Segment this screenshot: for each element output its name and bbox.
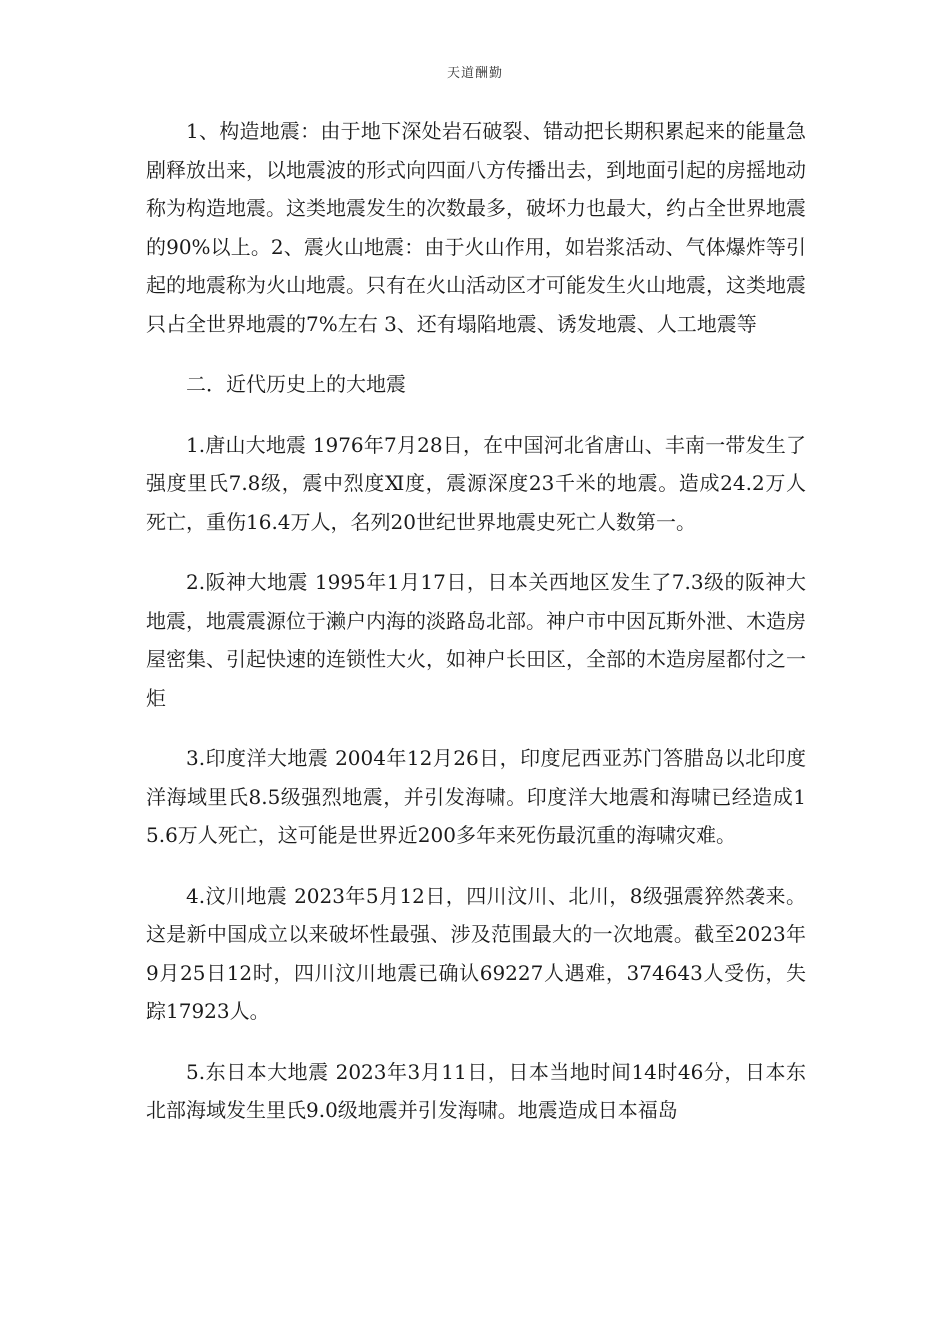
paragraph-wenchuan-earthquake: 4.汶川地震 2023年5月12日，四川汶川、北川，8级强震猝然袭来。这是新中国成立以来破坏性最强、涉及范围最大的一次地震。截至2023年9月25日12时，四川汶川地震已确认69227人遇难，374643人受伤，失踪17923人。: [146, 883, 806, 1023]
paragraph-indian-ocean-earthquake: 3.印度洋大地震 2004年12月26日，印度尼西亚苏门答腊岛以北印度洋海域里氏8.5级强烈地震，并引发海啸。印度洋大地震和海啸已经造成15.6万人死亡，这可能是世界近200多年来死伤最沉重的海啸灾难。: [146, 746, 806, 847]
page-header: 天道酬勤: [446, 66, 503, 81]
paragraph-earthquake-types: 1、构造地震：由于地下深处岩石破裂、错动把长期积累起来的能量急剧释放出来，以地震波的形式向四面八方传播出去，到地面引起的房摇地动称为构造地震。这类地震发生的次数最多，破坏力也最大，约占全世界地震的90%以上。2、震火山地震：由于火山作用，如岩浆活动、气体爆炸等引起的地震称为火山地震。只有在火山活动区才可能发生火山地震，这类地震只占全世界地震的7%左右 3、还有塌陷地震、诱发地震、人工地震等: [146, 119, 806, 336]
document-body: [146, 112, 806, 1152]
paragraph-tangshan-earthquake: 1.唐山大地震 1976年7月28日，在中国河北省唐山、丰南一带发生了强度里氏7.8级，震中烈度Ⅺ度，震源深度23千米的地震。造成24.2万人死亡，重伤16.4万人，名列20世纪世界地震史死亡人数第一。: [146, 432, 806, 534]
section-heading-modern-earthquakes: 二．近代历史上的大地震: [186, 372, 406, 396]
paragraph-east-japan-earthquake: 5.东日本大地震 2023年3月11日，日本当地时间14时46分，日本东北部海域发生里氏9.0级地震并引发海啸。地震造成日本福岛: [146, 1059, 806, 1122]
paragraph-hanshin-earthquake: 2.阪神大地震 1995年1月17日，日本关西地区发生了7.3级的阪神大地震，地震震源位于濑户内海的淡路岛北部。神户市中因瓦斯外泄、木造房屋密集、引起快速的连锁性大火，如神户长田区，全部的木造房屋都付之一炬: [146, 570, 806, 710]
